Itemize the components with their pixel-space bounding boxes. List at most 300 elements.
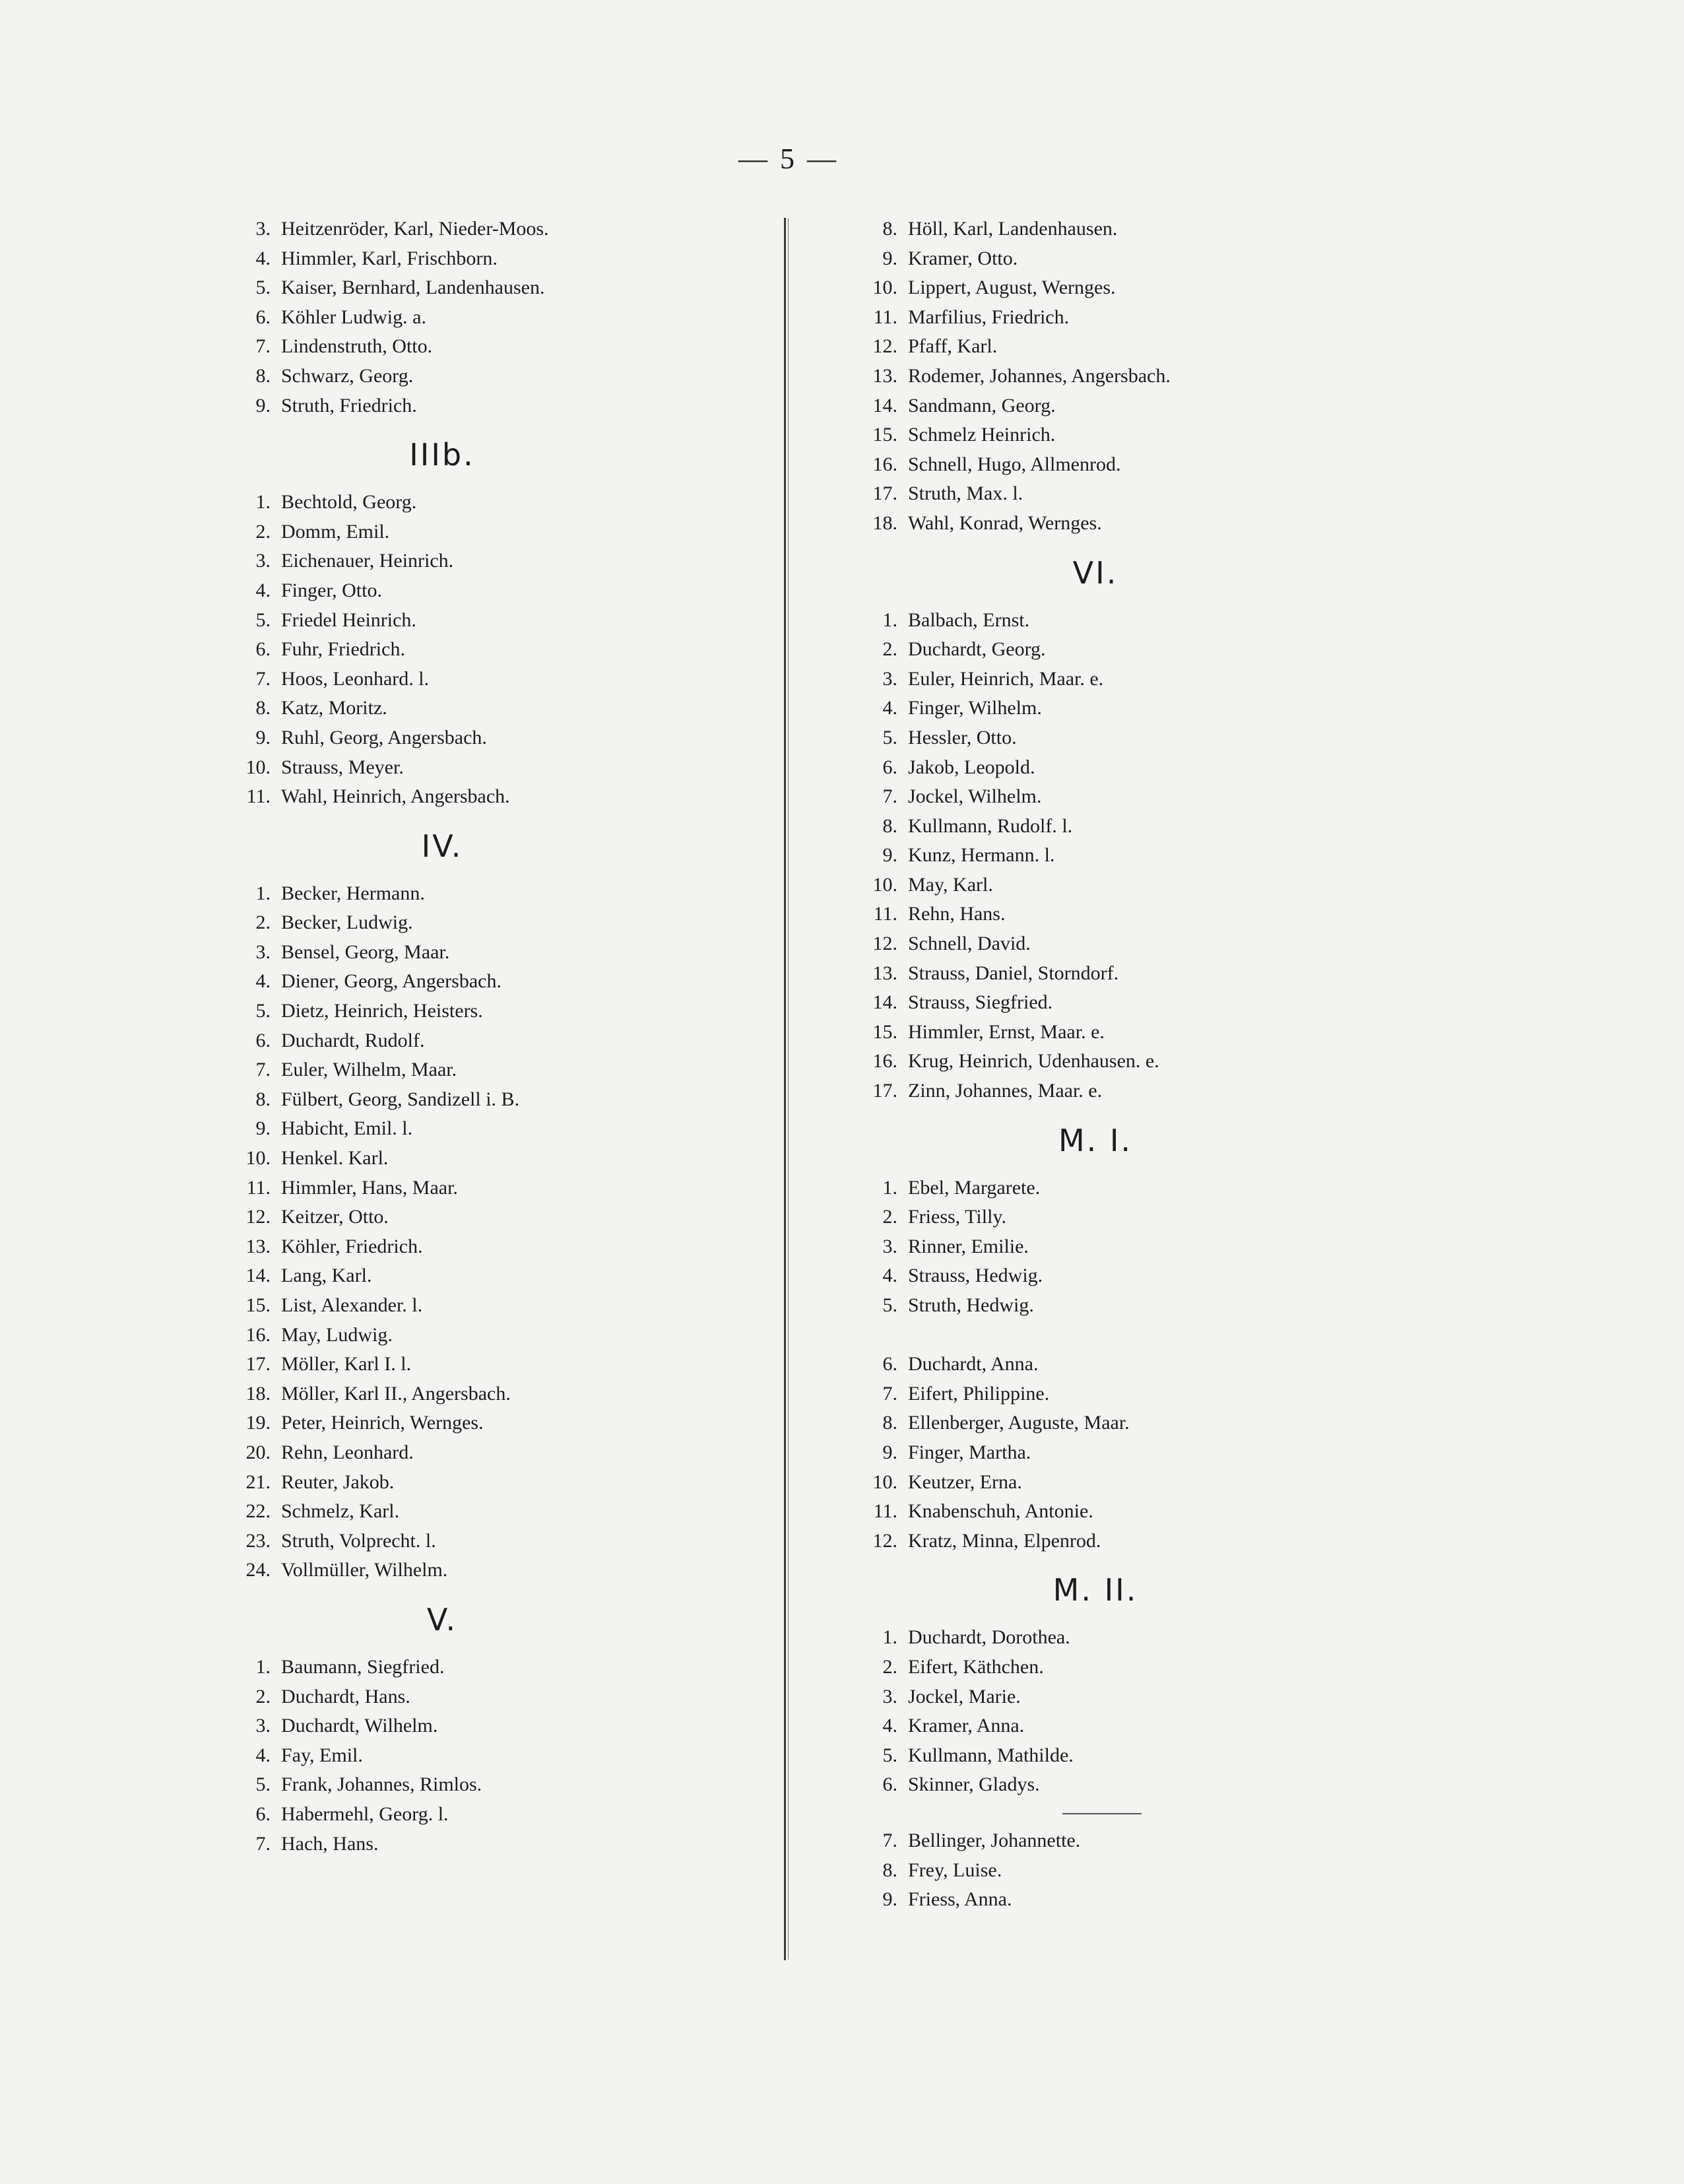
list-item-number: 9.	[882, 247, 897, 269]
list-item-name: Sandmann, Georg.	[908, 394, 1056, 416]
list-item	[224, 1741, 765, 1771]
list-item-number: 14.	[872, 991, 897, 1014]
list-item	[851, 1350, 1419, 1379]
list-item	[851, 1682, 1419, 1712]
list-item-number: 10.	[872, 873, 897, 896]
list-item-name: Köhler, Friedrich.	[281, 1235, 423, 1257]
list-item-number: 15.	[245, 1294, 271, 1316]
list-item	[851, 215, 1419, 244]
list-item-name: Eichenauer, Heinrich.	[281, 550, 454, 572]
list-item-name: Fay, Emil.	[281, 1744, 363, 1766]
list-item-name: Lang, Karl.	[281, 1265, 372, 1287]
list-item-name: Rehn, Leonhard.	[281, 1441, 414, 1463]
list-item	[224, 391, 765, 421]
list-item-number: 7.	[882, 1829, 897, 1851]
list-item-name: Pfaff, Karl.	[908, 335, 998, 358]
blank-line	[851, 1321, 1419, 1350]
list-item-number: 1.	[882, 1626, 897, 1649]
list-item-name: Schnell, David.	[908, 933, 1031, 955]
list-item-name: Knabenschuh, Antonie.	[908, 1500, 1093, 1523]
list-item-name: Schnell, Hugo, Allmenrod.	[908, 453, 1121, 475]
list-item-number: 4.	[882, 697, 897, 719]
list-item-number: 9.	[255, 1117, 271, 1140]
list-item-name: Dietz, Heinrich, Heisters.	[281, 1000, 483, 1022]
list-item-name: Becker, Ludwig.	[281, 911, 413, 934]
list-item-name: Eifert, Käthchen.	[908, 1655, 1044, 1678]
list-item	[224, 1379, 765, 1409]
list-item	[224, 1055, 765, 1085]
list-item-name: Höll, Karl, Landenhausen.	[908, 218, 1118, 240]
list-item-name: Rinner, Emilie.	[908, 1235, 1029, 1257]
list-item	[224, 908, 765, 938]
list-item-number: 7.	[255, 1059, 271, 1081]
class-heading: VI.	[1072, 554, 1118, 591]
list-item	[851, 812, 1419, 842]
list-item-number: 13.	[872, 962, 897, 984]
list-item-number: 8.	[882, 1859, 897, 1881]
list-item	[224, 635, 765, 665]
list-item	[851, 694, 1419, 723]
list-item-name: Duchardt, Anna.	[908, 1353, 1039, 1375]
list-item-name: May, Ludwig.	[281, 1323, 393, 1346]
list-item-name: Schmelz, Karl.	[281, 1500, 400, 1523]
list-item	[224, 1408, 765, 1438]
list-item-name: Heitzenröder, Karl, Nieder-Moos.	[281, 218, 549, 240]
list-item	[224, 1291, 765, 1321]
list-item	[224, 517, 765, 547]
list-item-number: 2.	[882, 638, 897, 661]
list-item-name: Friess, Tilly.	[908, 1206, 1006, 1228]
list-item-name: Reuter, Jakob.	[281, 1471, 395, 1493]
list-item-number: 17.	[872, 1080, 897, 1102]
list-item	[851, 1770, 1419, 1800]
list-item	[851, 753, 1419, 783]
list-item-number: 6.	[882, 756, 897, 778]
list-item-name: Jakob, Leopold.	[908, 756, 1035, 778]
list-item-number: 7.	[882, 1382, 897, 1405]
list-item	[851, 635, 1419, 665]
list-item-name: Friedel Heinrich.	[281, 609, 416, 631]
list-item-name: Keitzer, Otto.	[281, 1206, 389, 1228]
list-item	[851, 929, 1419, 959]
class-heading: IIIb.	[409, 437, 475, 473]
list-item	[851, 871, 1419, 900]
list-item-number: 5.	[255, 609, 271, 631]
list-item-name: Frank, Johannes, Rimlos.	[281, 1773, 482, 1796]
list-item-number: 18.	[245, 1382, 271, 1405]
list-item-number: 17.	[872, 482, 897, 505]
list-item	[224, 782, 765, 812]
list-item	[224, 488, 765, 517]
list-item	[224, 1203, 765, 1232]
list-item	[851, 420, 1419, 450]
list-item-name: Schwarz, Georg.	[281, 364, 414, 387]
list-item-number: 2.	[882, 1655, 897, 1678]
list-item-number: 3.	[255, 550, 271, 572]
list-item-number: 8.	[255, 1088, 271, 1110]
list-item	[851, 1232, 1419, 1262]
list-item-number: 11.	[246, 785, 271, 808]
list-item	[851, 1076, 1419, 1106]
list-item-number: 14.	[872, 394, 897, 416]
list-item-number: 16.	[245, 1323, 271, 1346]
list-item-name: Duchardt, Dorothea.	[908, 1626, 1070, 1649]
list-item-name: Baumann, Siegfried.	[281, 1655, 445, 1678]
list-item-number: 4.	[882, 1265, 897, 1287]
list-item	[224, 1321, 765, 1350]
list-item-number: 6.	[882, 1773, 897, 1796]
list-item-name: Struth, Hedwig.	[908, 1294, 1034, 1316]
list-item	[851, 1527, 1419, 1556]
list-item	[224, 1711, 765, 1741]
list-item-number: 8.	[882, 1412, 897, 1434]
list-item	[851, 1379, 1419, 1409]
list-item-name: Ebel, Margarete.	[908, 1176, 1041, 1199]
list-item-number: 1.	[255, 1655, 271, 1678]
list-item-name: Hessler, Otto.	[908, 726, 1017, 748]
list-item-number: 10.	[872, 1471, 897, 1493]
list-item-number: 1.	[882, 1176, 897, 1199]
list-item	[851, 391, 1419, 421]
list-item-name: Struth, Volprecht. l.	[281, 1529, 436, 1552]
list-item	[851, 782, 1419, 812]
list-item-number: 17.	[245, 1353, 271, 1375]
list-item-number: 8.	[882, 814, 897, 837]
list-item-name: Hoos, Leonhard. l.	[281, 667, 430, 690]
list-item-name: Becker, Hermann.	[281, 882, 425, 904]
list-item-name: Bensel, Georg, Maar.	[281, 941, 450, 963]
list-item	[224, 967, 765, 997]
list-item	[224, 1497, 765, 1527]
list-item-name: Lippert, August, Wernges.	[908, 277, 1116, 299]
list-item	[851, 1174, 1419, 1203]
list-item-name: May, Karl.	[908, 873, 993, 896]
list-item-number: 2.	[255, 1685, 271, 1707]
list-item-number: 4.	[255, 1744, 271, 1766]
list-item	[851, 1468, 1419, 1498]
list-item-name: Peter, Heinrich, Wernges.	[281, 1412, 484, 1434]
list-item	[224, 879, 765, 909]
list-item-name: Bechtold, Georg.	[281, 491, 417, 513]
separator-rule	[851, 1800, 1419, 1826]
list-item-name: Kramer, Anna.	[908, 1715, 1025, 1737]
list-item-number: 9.	[882, 1888, 897, 1911]
list-item-number: 8.	[255, 364, 271, 387]
right-column	[851, 215, 1419, 1915]
list-item	[224, 332, 765, 362]
list-item	[224, 665, 765, 694]
list-item-number: 19.	[245, 1412, 271, 1434]
list-item	[851, 1408, 1419, 1438]
list-item-name: Kaiser, Bernhard, Landenhausen.	[281, 277, 545, 299]
list-item-name: Rodemer, Johannes, Angersbach.	[908, 364, 1171, 387]
list-item	[851, 606, 1419, 636]
list-item-number: 9.	[882, 1441, 897, 1463]
list-item-number: 5.	[255, 1000, 271, 1022]
list-item-name: Marfilius, Friedrich.	[908, 306, 1070, 328]
list-item-name: Kramer, Otto.	[908, 247, 1018, 269]
list-item-number: 3.	[882, 667, 897, 690]
list-item-number: 7.	[255, 335, 271, 358]
list-item-name: List, Alexander. l.	[281, 1294, 423, 1316]
list-item-number: 7.	[255, 667, 271, 690]
list-item-name: Zinn, Johannes, Maar. e.	[908, 1080, 1103, 1102]
list-item-number: 14.	[245, 1265, 271, 1287]
list-item	[851, 988, 1419, 1018]
list-item-number: 3.	[255, 941, 271, 963]
list-item-name: Finger, Otto.	[281, 579, 382, 601]
list-item-number: 12.	[872, 1529, 897, 1552]
list-item-name: Wahl, Heinrich, Angersbach.	[281, 785, 510, 808]
list-item-name: Bellinger, Johannette.	[908, 1829, 1081, 1851]
list-item	[224, 723, 765, 753]
list-item-number: 2.	[882, 1206, 897, 1228]
list-item	[851, 273, 1419, 303]
list-item	[224, 1438, 765, 1468]
list-item	[851, 1885, 1419, 1915]
list-item	[224, 1800, 765, 1830]
list-item	[224, 1350, 765, 1379]
list-item	[224, 938, 765, 968]
list-item	[851, 332, 1419, 362]
list-item-number: 18.	[872, 512, 897, 534]
list-item-name: Finger, Martha.	[908, 1441, 1031, 1463]
list-item	[851, 1826, 1419, 1856]
list-item-name: Jockel, Wilhelm.	[908, 785, 1042, 808]
list-item	[851, 1497, 1419, 1527]
list-item-name: Rehn, Hans.	[908, 903, 1006, 925]
list-item-name: Schmelz Heinrich.	[908, 424, 1056, 446]
list-item	[851, 1711, 1419, 1741]
list-item-name: Friess, Anna.	[908, 1888, 1012, 1911]
list-item-number: 5.	[882, 1294, 897, 1316]
list-item-name: Kunz, Hermann. l.	[908, 844, 1055, 867]
class-heading: V.	[426, 1601, 458, 1638]
list-item	[851, 1291, 1419, 1321]
list-item	[224, 1527, 765, 1556]
list-item-number: 6.	[255, 638, 271, 661]
list-item	[851, 479, 1419, 509]
list-item-number: 15.	[872, 424, 897, 446]
list-item-name: Balbach, Ernst.	[908, 609, 1030, 631]
list-item-number: 11.	[873, 306, 897, 328]
column-divider	[784, 218, 786, 1960]
list-item-name: Struth, Max. l.	[908, 482, 1023, 505]
list-item	[851, 362, 1419, 391]
list-item	[224, 1232, 765, 1262]
list-item	[851, 1438, 1419, 1468]
list-item	[851, 1741, 1419, 1771]
list-item-name: Ruhl, Georg, Angersbach.	[281, 726, 487, 748]
list-item	[224, 997, 765, 1026]
list-item-number: 5.	[255, 1773, 271, 1796]
list-item-number: 24.	[245, 1559, 271, 1581]
list-item-number: 21.	[245, 1471, 271, 1493]
list-item-number: 4.	[255, 970, 271, 993]
list-item	[851, 723, 1419, 753]
list-item-name: Duchardt, Rudolf.	[281, 1029, 425, 1051]
list-item-number: 12.	[872, 335, 897, 358]
list-item	[851, 303, 1419, 333]
list-item-name: Euler, Heinrich, Maar. e.	[908, 667, 1104, 690]
list-item-name: Eifert, Philippine.	[908, 1382, 1050, 1405]
list-item-name: Struth, Friedrich.	[281, 394, 417, 416]
list-item	[851, 1623, 1419, 1653]
list-item-name: Euler, Wilhelm, Maar.	[281, 1059, 457, 1081]
list-item-number: 6.	[255, 1029, 271, 1051]
list-item	[224, 546, 765, 576]
list-item-number: 5.	[255, 277, 271, 299]
list-item-number: 3.	[255, 1715, 271, 1737]
class-heading: M. I.	[1058, 1122, 1133, 1158]
list-item-number: 9.	[255, 394, 271, 416]
list-item-name: Finger, Wilhelm.	[908, 697, 1042, 719]
list-item-name: Habicht, Emil. l.	[281, 1117, 413, 1140]
list-item-number: 6.	[882, 1353, 897, 1375]
list-item	[224, 244, 765, 274]
list-item	[851, 450, 1419, 480]
list-item-number: 1.	[255, 882, 271, 904]
list-item	[224, 576, 765, 606]
list-item-number: 22.	[245, 1500, 271, 1523]
list-item-number: 11.	[246, 1176, 271, 1199]
list-item-name: Möller, Karl II., Angersbach.	[281, 1382, 511, 1405]
list-item-number: 13.	[872, 364, 897, 387]
class-heading: M. II.	[1052, 1572, 1138, 1608]
list-item-number: 4.	[255, 579, 271, 601]
list-item	[224, 1653, 765, 1682]
list-item	[224, 753, 765, 783]
list-item-name: Köhler Ludwig. a.	[281, 306, 426, 328]
list-item-number: 5.	[882, 726, 897, 748]
list-item	[851, 1653, 1419, 1682]
list-item	[224, 694, 765, 723]
list-item-number: 3.	[882, 1235, 897, 1257]
list-item	[224, 1144, 765, 1174]
list-item-name: Duchardt, Hans.	[281, 1685, 410, 1707]
list-item-name: Krug, Heinrich, Udenhausen. e.	[908, 1050, 1159, 1073]
list-item-number: 8.	[882, 218, 897, 240]
list-item-name: Kratz, Minna, Elpenrod.	[908, 1529, 1101, 1552]
list-item-number: 1.	[882, 609, 897, 631]
list-item	[851, 841, 1419, 871]
list-item	[224, 1556, 765, 1585]
list-item-name: Kullmann, Rudolf. l.	[908, 814, 1073, 837]
list-item	[851, 1047, 1419, 1076]
list-item	[851, 1261, 1419, 1291]
list-item-number: 7.	[255, 1832, 271, 1855]
list-item-number: 4.	[882, 1715, 897, 1737]
list-item-number: 23.	[245, 1529, 271, 1552]
list-item-name: Skinner, Gladys.	[908, 1773, 1040, 1796]
list-item-number: 9.	[255, 726, 271, 748]
list-item	[224, 1830, 765, 1859]
list-item-number: 2.	[255, 911, 271, 934]
list-item-name: Himmler, Karl, Frischborn.	[281, 247, 498, 269]
list-item-name: Duchardt, Wilhelm.	[281, 1715, 438, 1737]
list-item-number: 8.	[255, 697, 271, 719]
page-number: — 5 —	[738, 143, 839, 175]
list-item-name: Jockel, Marie.	[908, 1685, 1021, 1707]
list-item-number: 16.	[872, 1050, 897, 1073]
list-item	[224, 215, 765, 244]
list-item	[224, 362, 765, 391]
list-item-name: Strauss, Siegfried.	[908, 991, 1053, 1014]
list-item-name: Himmler, Hans, Maar.	[281, 1176, 458, 1199]
list-item	[224, 1770, 765, 1800]
list-item-number: 2.	[255, 520, 271, 543]
list-item	[224, 1085, 765, 1115]
list-item-name: Möller, Karl I. l.	[281, 1353, 412, 1375]
list-item-number: 16.	[872, 453, 897, 475]
list-item	[224, 1026, 765, 1056]
list-item	[224, 1174, 765, 1203]
list-item-name: Himmler, Ernst, Maar. e.	[908, 1020, 1105, 1043]
list-item-number: 11.	[873, 903, 897, 925]
list-item	[851, 959, 1419, 989]
list-item-name: Lindenstruth, Otto.	[281, 335, 433, 358]
list-item-name: Fuhr, Friedrich.	[281, 638, 405, 661]
list-item	[851, 509, 1419, 539]
list-item-name: Kullmann, Mathilde.	[908, 1744, 1074, 1766]
list-item-name: Habermehl, Georg. l.	[281, 1803, 449, 1825]
list-item-name: Fülbert, Georg, Sandizell i. B.	[281, 1088, 520, 1110]
list-item	[851, 244, 1419, 274]
list-item-number: 11.	[873, 1500, 897, 1523]
list-item-name: Henkel. Karl.	[281, 1147, 389, 1170]
list-item-number: 6.	[255, 306, 271, 328]
list-item	[224, 1114, 765, 1144]
list-item-number: 10.	[872, 277, 897, 299]
list-item-number: 4.	[255, 247, 271, 269]
list-item-name: Vollmüller, Wilhelm.	[281, 1559, 448, 1581]
list-item-number: 10.	[245, 756, 271, 778]
list-item-number: 15.	[872, 1020, 897, 1043]
list-item-number: 13.	[245, 1235, 271, 1257]
list-item-number: 7.	[882, 785, 897, 808]
list-item	[224, 1261, 765, 1291]
left-column	[224, 215, 765, 1859]
list-item-number: 1.	[255, 491, 271, 513]
list-item-number: 3.	[882, 1685, 897, 1707]
list-item	[851, 900, 1419, 929]
list-item	[851, 1018, 1419, 1047]
list-item-name: Strauss, Hedwig.	[908, 1265, 1043, 1287]
list-item-number: 5.	[882, 1744, 897, 1766]
list-item-number: 12.	[872, 933, 897, 955]
list-item-name: Katz, Moritz.	[281, 697, 387, 719]
list-item	[224, 303, 765, 333]
list-item	[224, 606, 765, 636]
list-item-name: Diener, Georg, Angersbach.	[281, 970, 502, 993]
list-item-number: 6.	[255, 1803, 271, 1825]
list-item-number: 3.	[255, 218, 271, 240]
list-item	[224, 1468, 765, 1498]
list-item-name: Hach, Hans.	[281, 1832, 379, 1855]
list-item-name: Ellenberger, Auguste, Maar.	[908, 1412, 1130, 1434]
list-item-name: Frey, Luise.	[908, 1859, 1002, 1881]
list-item-name: Domm, Emil.	[281, 520, 390, 543]
list-item-name: Strauss, Meyer.	[281, 756, 404, 778]
list-item-name: Wahl, Konrad, Wernges.	[908, 512, 1102, 534]
list-item-number: 10.	[245, 1147, 271, 1170]
list-item-number: 9.	[882, 844, 897, 867]
list-item-number: 12.	[245, 1206, 271, 1228]
class-heading: IV.	[421, 828, 463, 864]
list-item-name: Strauss, Daniel, Storndorf.	[908, 962, 1119, 984]
list-item-name: Duchardt, Georg.	[908, 638, 1046, 661]
list-item-number: 20.	[245, 1441, 271, 1463]
